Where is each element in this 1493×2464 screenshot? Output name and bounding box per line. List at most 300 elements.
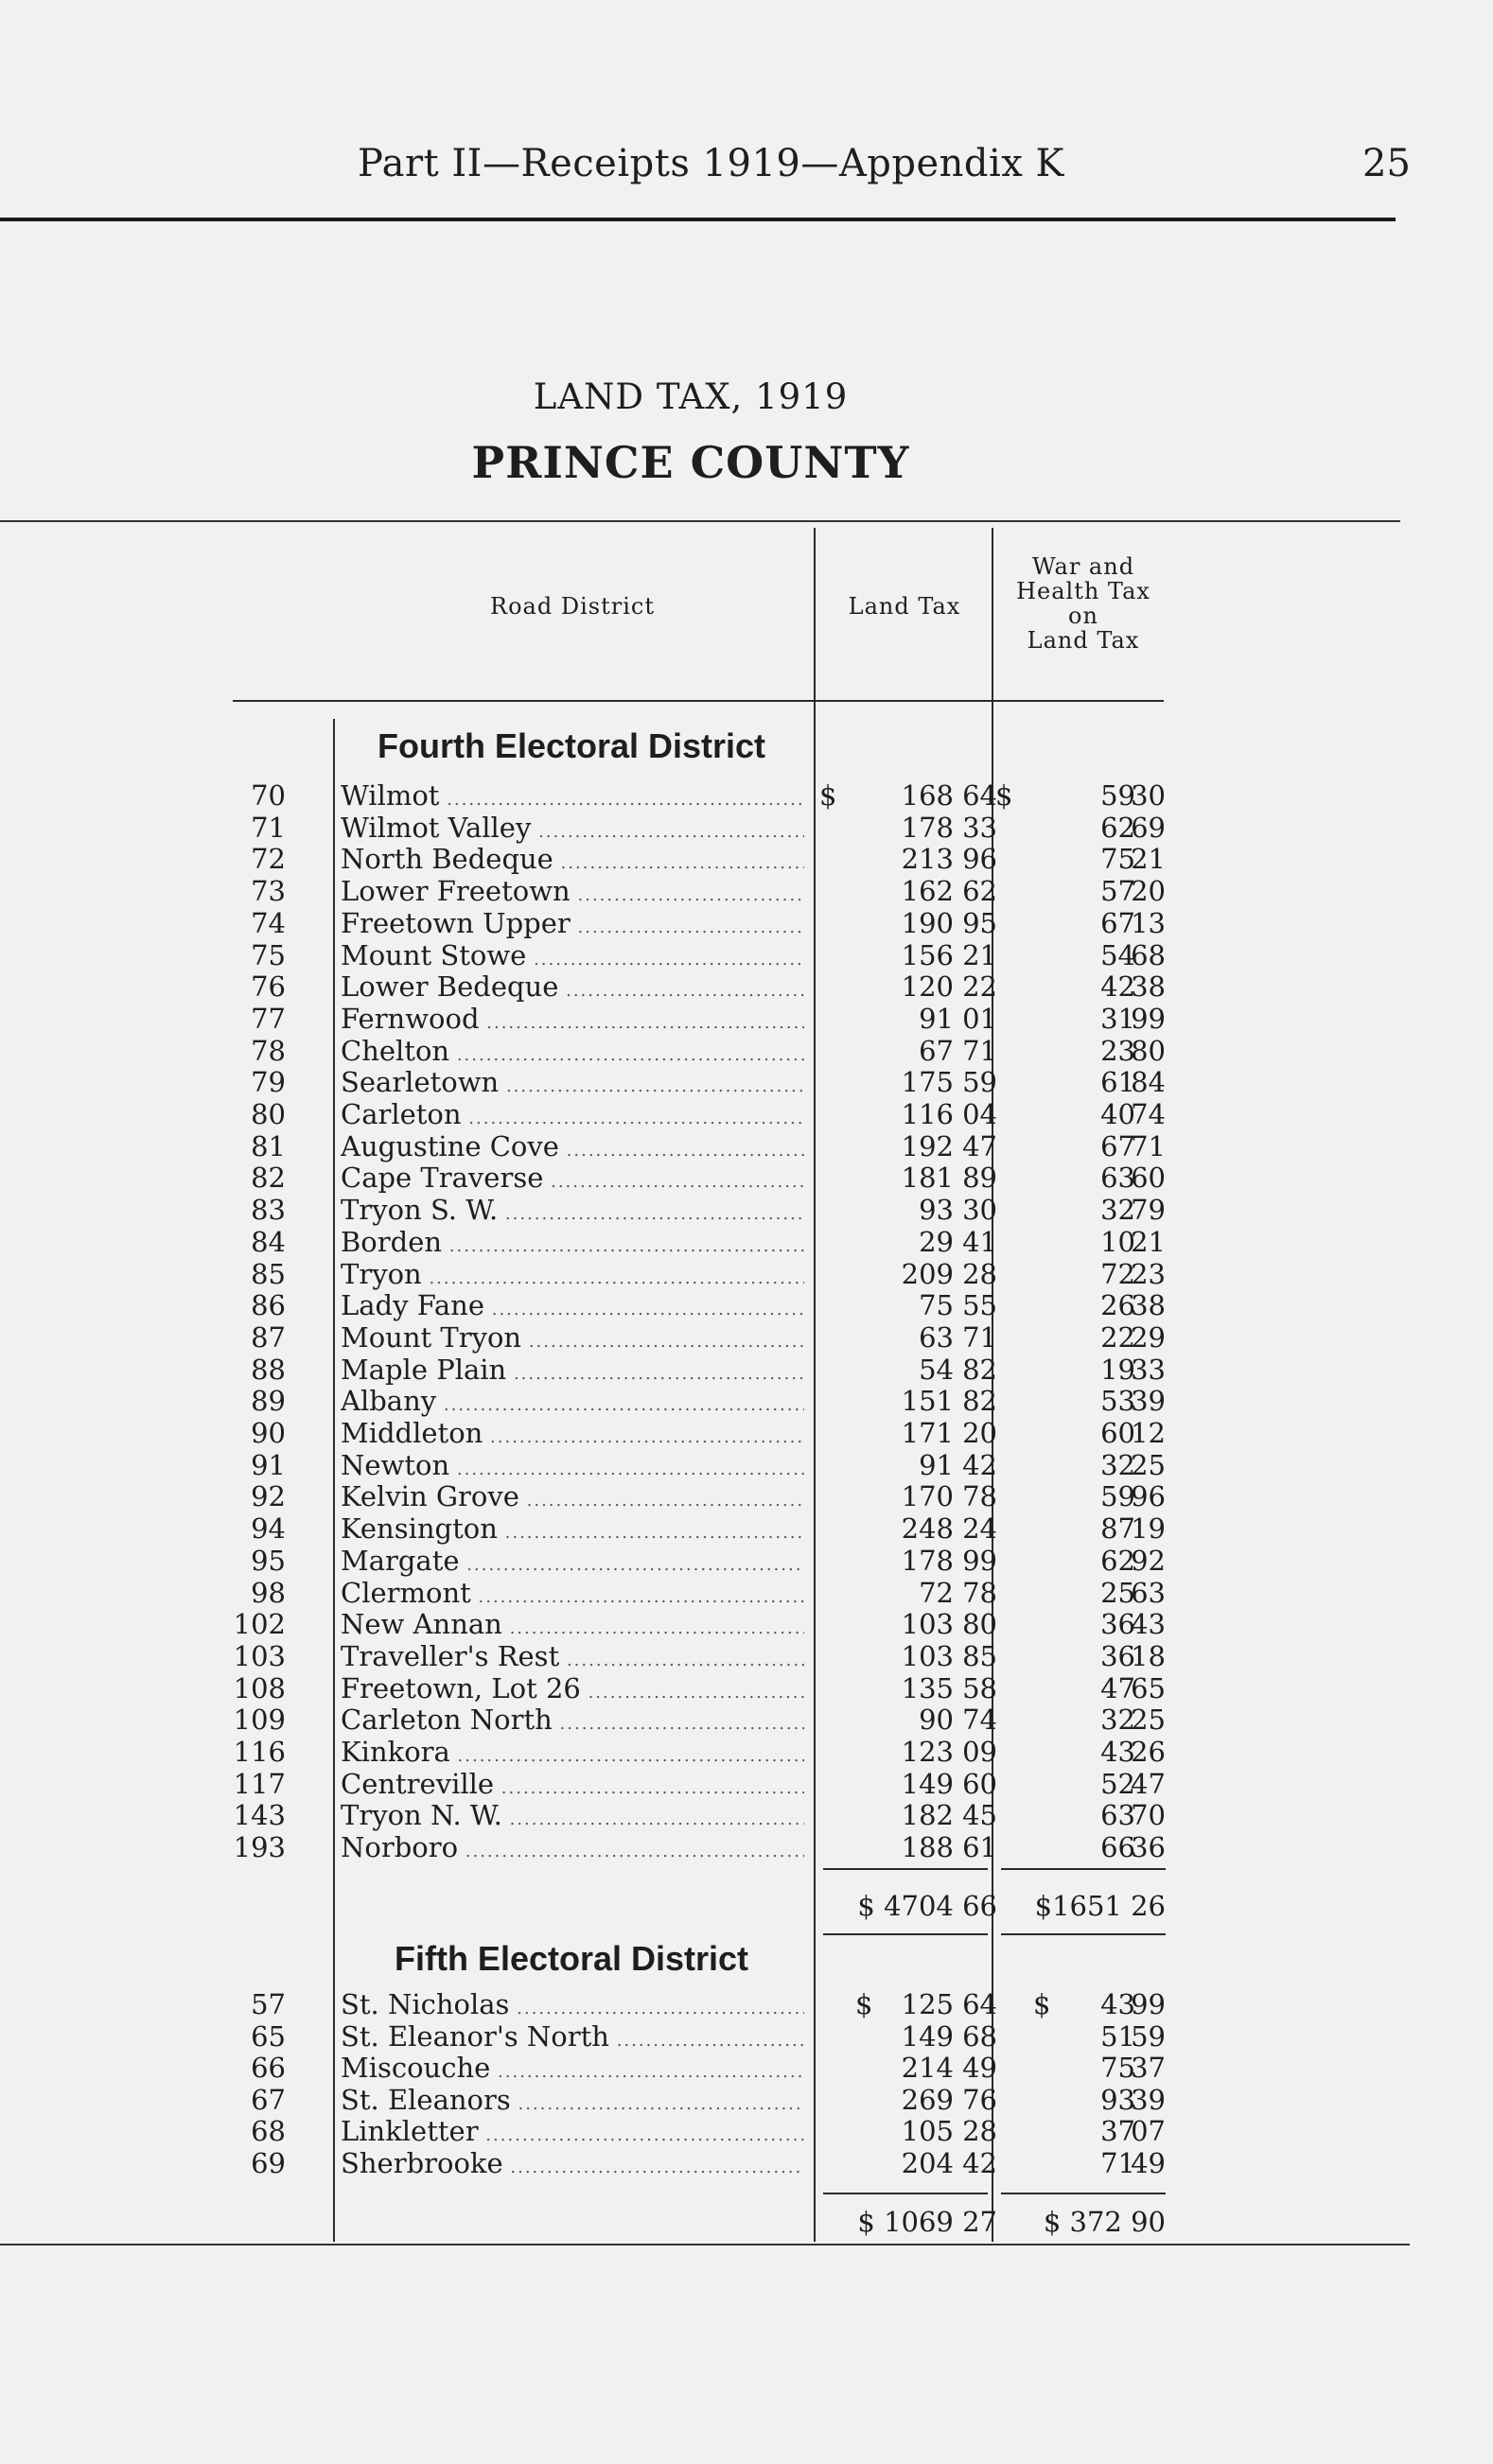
road-number: 143 (233, 1799, 286, 1832)
war-tax-cents: 26 (1131, 1736, 1166, 1768)
road-district-name: St. Eleanors ..... (341, 2084, 804, 2121)
district-heading: Fourth Electoral District (377, 726, 766, 765)
land-tax-dollars: 105 (901, 2115, 954, 2147)
land-tax-cents: 42 (962, 1448, 997, 1481)
war-tax-cents: 99 (1131, 1002, 1166, 1035)
road-number: 117 (233, 1767, 286, 1800)
road-district-name: Mount Tryon ..... (341, 1321, 804, 1358)
table-row (0, 1480, 1493, 1512)
land-tax-dollars: 103 (901, 1639, 954, 1672)
land-tax-dollars: 188 (901, 1831, 954, 1864)
land-tax-dollars: 123 (901, 1736, 954, 1768)
table-row (0, 1988, 1493, 2020)
road-district-name: Norboro ..... (341, 1831, 804, 1868)
war-tax-cents: 33 (1131, 1353, 1166, 1386)
war-tax-cents: 43 (1131, 1608, 1166, 1641)
war-tax-dollars: 71 (1100, 2146, 1135, 2179)
war-tax-cents: 74 (1131, 1098, 1166, 1130)
fifth-total-land-tax: $ 1069 27 (857, 2206, 997, 2238)
column-header-war-tax (993, 554, 1173, 653)
road-district-name: Lower Freetown ..... (341, 875, 804, 912)
land-tax-dollars: 209 (901, 1257, 954, 1290)
land-tax-dollars: 135 (901, 1671, 954, 1704)
war-tax-dollars: 51 (1100, 2019, 1135, 2053)
land-tax-cents: 82 (962, 1385, 997, 1418)
road-district-name: New Annan ..... (341, 1608, 804, 1645)
land-tax-cents: 47 (962, 1129, 997, 1162)
land-tax-dollars: 72 (919, 1576, 954, 1609)
road-district-name: Newton ..... (341, 1449, 804, 1486)
war-tax-cents: 59 (1131, 2019, 1166, 2053)
land-tax-dollars: 75 (919, 1289, 954, 1322)
land-tax-dollars: 91 (919, 1448, 954, 1481)
land-tax-cents: 64 (962, 1988, 997, 2020)
war-tax-dollars: 23 (1100, 1034, 1135, 1067)
road-district-name: Traveller's Rest ..... (341, 1640, 804, 1677)
road-district-name: Wilmot Valley ..... (341, 812, 804, 848)
road-district-name: Centreville ..... (341, 1768, 804, 1805)
road-number: 78 (251, 1034, 286, 1067)
road-district-name: Middleton ..... (341, 1417, 804, 1454)
district-heading: Fifth Electoral District (394, 1939, 749, 1978)
land-tax-dollars: 213 (901, 843, 954, 876)
table-row (0, 1704, 1493, 1736)
war-tax-cents: 68 (1131, 938, 1166, 971)
sum-rule (1001, 2193, 1166, 2194)
road-district-name: Linkletter ..... (341, 2115, 804, 2152)
road-number: 94 (251, 1512, 286, 1546)
table-row (0, 1130, 1493, 1162)
road-number: 102 (233, 1608, 286, 1641)
land-tax-cents: 68 (962, 2019, 997, 2053)
war-tax-cents: 37 (1131, 2052, 1166, 2084)
land-tax-dollars: 103 (901, 1608, 954, 1641)
road-number: 71 (251, 811, 286, 844)
road-district-name: Margate ..... (341, 1545, 804, 1582)
land-tax-dollars: 91 (919, 1002, 954, 1035)
road-number: 90 (251, 1417, 286, 1449)
war-tax-dollars: 26 (1100, 1289, 1135, 1322)
land-tax-dollars: 178 (901, 811, 954, 844)
table-row (0, 875, 1493, 907)
land-tax-dollars: 192 (901, 1129, 954, 1162)
road-number: 89 (251, 1385, 286, 1418)
war-tax-cents: 39 (1131, 2083, 1166, 2116)
land-tax-dollars: 67 (919, 1034, 954, 1067)
road-number: 87 (251, 1320, 286, 1354)
war-tax-dollars: 31 (1100, 1002, 1135, 1035)
road-number: 57 (251, 1988, 286, 2020)
war-tax-cents: 63 (1131, 1576, 1166, 1609)
road-number: 72 (251, 843, 286, 876)
sum-rule (1001, 1868, 1166, 1870)
war-tax-cents: 07 (1131, 2115, 1166, 2147)
war-tax-line: Land Tax (1027, 627, 1140, 654)
header-bottom-rule (233, 700, 1164, 702)
land-tax-cents: 96 (962, 843, 997, 876)
table-row (0, 1162, 1493, 1194)
war-tax-dollars: 32 (1100, 1194, 1135, 1227)
fifth-total-war-tax: $ 372 90 (1043, 2206, 1166, 2238)
land-tax-dollars: 175 (901, 1066, 954, 1099)
war-tax-dollars: 87 (1100, 1512, 1135, 1546)
table-row (0, 1194, 1493, 1226)
war-tax-dollars: 60 (1100, 1417, 1135, 1449)
war-tax-dollars: 25 (1100, 1576, 1135, 1609)
table-row (0, 1385, 1493, 1417)
road-district-name: Kinkora ..... (341, 1736, 804, 1773)
war-tax-dollars: 10 (1100, 1225, 1135, 1258)
land-tax-dollars: 63 (919, 1320, 954, 1354)
table-row (0, 1417, 1493, 1449)
land-tax-dollars: 125 (901, 1988, 954, 2020)
war-tax-dollars: 52 (1100, 1767, 1135, 1800)
road-number: 77 (251, 1002, 286, 1035)
road-district-name: Freetown Upper ..... (341, 907, 804, 944)
war-tax-cents: 70 (1131, 1799, 1166, 1832)
road-number: 103 (233, 1639, 286, 1672)
land-tax-cents: 80 (962, 1608, 997, 1641)
land-tax-cents: 74 (962, 1704, 997, 1737)
war-tax-cents: 25 (1131, 1448, 1166, 1481)
header-rule (0, 218, 1396, 221)
road-district-name: Tryon S. W. ..... (341, 1194, 804, 1231)
war-tax-dollars: 61 (1100, 1066, 1135, 1099)
currency-symbol: $ (819, 779, 837, 812)
land-tax-cents: 95 (962, 906, 997, 939)
road-district-name: Augustine Cove ..... (341, 1130, 804, 1167)
road-district-name: Carleton North ..... (341, 1704, 804, 1740)
column-header-land-tax: Land Tax (848, 593, 961, 620)
war-tax-cents: 18 (1131, 1639, 1166, 1672)
road-number: 92 (251, 1480, 286, 1513)
land-tax-cents: 99 (962, 1544, 997, 1577)
land-tax-cents: 58 (962, 1671, 997, 1704)
road-district-name: Maple Plain ..... (341, 1354, 804, 1390)
land-tax-cents: 78 (962, 1576, 997, 1609)
land-tax-cents: 71 (962, 1034, 997, 1067)
land-tax-cents: 85 (962, 1639, 997, 1672)
war-tax-dollars: 22 (1100, 1320, 1135, 1354)
road-district-name: Kensington ..... (341, 1512, 804, 1549)
road-number: 91 (251, 1448, 286, 1481)
sum-rule (1001, 1933, 1166, 1935)
land-tax-dollars: 248 (901, 1512, 954, 1546)
land-tax-cents: 33 (962, 811, 997, 844)
currency-symbol: $ (1033, 1988, 1051, 2020)
land-tax-dollars: 214 (901, 2052, 954, 2084)
war-tax-dollars: 75 (1100, 2052, 1135, 2084)
war-tax-dollars: 54 (1100, 938, 1135, 971)
war-tax-cents: 79 (1131, 1194, 1166, 1227)
land-tax-dollars: 93 (919, 1194, 954, 1227)
road-number: 109 (233, 1704, 286, 1737)
war-tax-dollars: 37 (1100, 2115, 1135, 2147)
war-tax-cents: 13 (1131, 906, 1166, 939)
table-row (0, 812, 1493, 844)
land-tax-cents: 09 (962, 1736, 997, 1768)
table-row (0, 1545, 1493, 1577)
war-tax-dollars: 62 (1100, 811, 1135, 844)
land-tax-cents: 41 (962, 1225, 997, 1258)
land-tax-cents: 01 (962, 1002, 997, 1035)
road-district-name: North Bedeque ..... (341, 843, 804, 880)
war-tax-dollars: 67 (1100, 1129, 1135, 1162)
war-tax-cents: 96 (1131, 1480, 1166, 1513)
land-tax-dollars: 29 (919, 1225, 954, 1258)
war-tax-cents: 36 (1131, 1831, 1166, 1864)
land-tax-dollars: 120 (901, 970, 954, 1004)
war-tax-dollars: 63 (1100, 1162, 1135, 1195)
land-tax-dollars: 54 (919, 1353, 954, 1386)
war-tax-cents: 30 (1131, 779, 1166, 812)
table-row (0, 1449, 1493, 1481)
road-number: 86 (251, 1289, 286, 1322)
road-district-name: Wilmot ..... (341, 779, 804, 816)
war-tax-cents: 69 (1131, 811, 1166, 844)
war-tax-cents: 25 (1131, 1704, 1166, 1737)
land-tax-cents: 24 (962, 1512, 997, 1546)
road-number: 73 (251, 875, 286, 908)
sum-rule (823, 1868, 988, 1870)
land-tax-dollars: 162 (901, 875, 954, 908)
war-tax-cents: 21 (1131, 843, 1166, 876)
land-tax-cents: 20 (962, 1417, 997, 1449)
currency-symbol: $ (995, 779, 1013, 812)
war-tax-dollars: 36 (1100, 1608, 1135, 1641)
road-number: 98 (251, 1576, 286, 1609)
war-tax-cents: 47 (1131, 1767, 1166, 1800)
page-number: 25 (1362, 142, 1411, 185)
land-tax-dollars: 116 (901, 1098, 954, 1130)
war-tax-cents: 19 (1131, 1512, 1166, 1546)
land-tax-cents: 42 (962, 2146, 997, 2179)
land-tax-cents: 30 (962, 1194, 997, 1227)
war-tax-dollars: 67 (1100, 906, 1135, 939)
road-district-name: Lady Fane ..... (341, 1289, 804, 1326)
war-tax-cents: 21 (1131, 1225, 1166, 1258)
table-row (0, 970, 1493, 1003)
war-tax-dollars: 75 (1100, 843, 1135, 876)
war-tax-line: Health Tax (1016, 578, 1150, 604)
land-tax-cents: 22 (962, 970, 997, 1004)
running-header: Part II—Receipts 1919—Appendix K (358, 142, 1064, 185)
column-header-road-district: Road District (490, 593, 655, 620)
table-row (0, 2052, 1493, 2084)
road-number: 85 (251, 1257, 286, 1290)
table-row (0, 1035, 1493, 1067)
road-district-name: St. Nicholas ..... (341, 1988, 804, 2025)
road-district-name: Cape Traverse ..... (341, 1162, 804, 1198)
table-row (0, 1354, 1493, 1386)
war-tax-dollars: 72 (1100, 1257, 1135, 1290)
war-tax-cents: 39 (1131, 1385, 1166, 1418)
table-row (0, 1577, 1493, 1609)
road-district-name: Searletown ..... (341, 1066, 804, 1103)
road-district-name: Kelvin Grove ..... (341, 1480, 804, 1517)
war-tax-cents: 12 (1131, 1417, 1166, 1449)
road-district-name: Carleton ..... (341, 1098, 804, 1135)
war-tax-cents: 20 (1131, 875, 1166, 908)
war-tax-dollars: 57 (1100, 875, 1135, 908)
sum-rule (823, 1933, 988, 1935)
road-number: 76 (251, 970, 286, 1004)
land-tax-cents: 04 (962, 1098, 997, 1130)
table-row (0, 1736, 1493, 1768)
war-tax-dollars: 66 (1100, 1831, 1135, 1864)
table-title: LAND TAX, 1919 (533, 376, 849, 417)
land-tax-dollars: 269 (901, 2083, 954, 2116)
war-tax-dollars: 59 (1100, 779, 1135, 812)
road-number: 95 (251, 1544, 286, 1577)
road-district-name: Clermont ..... (341, 1577, 804, 1614)
war-tax-cents: 65 (1131, 1671, 1166, 1704)
table-row (0, 2147, 1493, 2179)
war-tax-cents: 38 (1131, 970, 1166, 1004)
road-district-name: Tryon N. W. ..... (341, 1799, 804, 1836)
table-row (0, 1226, 1493, 1258)
table-bottom-rule (0, 2244, 1410, 2246)
land-tax-dollars: 149 (901, 2019, 954, 2053)
war-tax-dollars: 32 (1100, 1704, 1135, 1737)
land-tax-cents: 62 (962, 875, 997, 908)
table-row (0, 1640, 1493, 1672)
sum-rule (823, 2193, 988, 2194)
land-tax-dollars: 149 (901, 1767, 954, 1800)
table-row (0, 843, 1493, 875)
table-row (0, 1066, 1493, 1098)
road-district-name: Miscouche ..... (341, 2052, 804, 2088)
road-district-name: Borden ..... (341, 1226, 804, 1263)
war-tax-line: War and (1031, 553, 1135, 580)
land-tax-dollars: 190 (901, 906, 954, 939)
table-row (0, 1321, 1493, 1354)
land-tax-cents: 61 (962, 1831, 997, 1864)
table-row (0, 2020, 1493, 2053)
road-number: 79 (251, 1066, 286, 1099)
land-tax-dollars: 182 (901, 1799, 954, 1832)
road-district-name: St. Eleanor's North ..... (341, 2020, 804, 2057)
road-number: 70 (251, 779, 286, 812)
land-tax-dollars: 181 (901, 1162, 954, 1195)
road-number: 193 (233, 1831, 286, 1864)
table-row (0, 1608, 1493, 1640)
table-row (0, 907, 1493, 939)
table-row (0, 779, 1493, 812)
land-tax-cents: 21 (962, 938, 997, 971)
war-tax-dollars: 62 (1100, 1544, 1135, 1577)
land-tax-dollars: 178 (901, 1544, 954, 1577)
table-row (0, 1289, 1493, 1321)
land-tax-cents: 45 (962, 1799, 997, 1832)
road-number: 74 (251, 906, 286, 939)
land-tax-dollars: 171 (901, 1417, 954, 1449)
road-district-name: Fernwood ..... (341, 1003, 804, 1040)
war-tax-dollars: 59 (1100, 1480, 1135, 1513)
land-tax-cents: 55 (962, 1289, 997, 1322)
table-row (0, 1768, 1493, 1800)
table-row (0, 1831, 1493, 1863)
war-tax-dollars: 47 (1100, 1671, 1135, 1704)
road-district-name: Mount Stowe ..... (341, 939, 804, 976)
war-tax-dollars: 36 (1100, 1639, 1135, 1672)
land-tax-cents: 49 (962, 2052, 997, 2084)
table-row (0, 2084, 1493, 2116)
table-row (0, 1258, 1493, 1290)
table-row (0, 1799, 1493, 1831)
land-tax-cents: 89 (962, 1162, 997, 1195)
road-number: 116 (233, 1736, 286, 1768)
land-tax-dollars: 90 (919, 1704, 954, 1737)
currency-symbol: $ (855, 1988, 873, 2020)
land-tax-cents: 59 (962, 1066, 997, 1099)
war-tax-cents: 84 (1131, 1066, 1166, 1099)
fourth-total-land-tax: $ 4704 66 (857, 1890, 997, 1922)
war-tax-cents: 60 (1131, 1162, 1166, 1195)
table-row (0, 1098, 1493, 1130)
road-district-name: Freetown, Lot 26 ..... (341, 1672, 804, 1709)
road-number: 65 (251, 2019, 286, 2053)
war-tax-cents: 49 (1131, 2146, 1166, 2179)
fourth-total-war-tax: $1651 26 (1034, 1890, 1166, 1922)
table-row (0, 939, 1493, 971)
table-row (0, 1003, 1493, 1035)
war-tax-dollars: 93 (1100, 2083, 1135, 2116)
land-tax-cents: 28 (962, 2115, 997, 2147)
land-tax-cents: 82 (962, 1353, 997, 1386)
road-number: 75 (251, 938, 286, 971)
war-tax-dollars: 40 (1100, 1098, 1135, 1130)
table-row (0, 2115, 1493, 2147)
road-district-name: Chelton ..... (341, 1035, 804, 1072)
land-tax-cents: 71 (962, 1320, 997, 1354)
war-tax-cents: 92 (1131, 1544, 1166, 1577)
road-number: 66 (251, 2052, 286, 2084)
war-tax-dollars: 42 (1100, 970, 1135, 1004)
table-row (0, 1512, 1493, 1545)
land-tax-dollars: 151 (901, 1385, 954, 1418)
land-tax-dollars: 204 (901, 2146, 954, 2179)
war-tax-cents: 80 (1131, 1034, 1166, 1067)
land-tax-cents: 64 (962, 779, 997, 812)
road-number: 68 (251, 2115, 286, 2147)
war-tax-dollars: 63 (1100, 1799, 1135, 1832)
war-tax-cents: 71 (1131, 1129, 1166, 1162)
road-district-name: Tryon ..... (341, 1258, 804, 1295)
war-tax-cents: 38 (1131, 1289, 1166, 1322)
war-tax-dollars: 53 (1100, 1385, 1135, 1418)
war-tax-dollars: 43 (1100, 1736, 1135, 1768)
land-tax-cents: 28 (962, 1257, 997, 1290)
road-number: 88 (251, 1353, 286, 1386)
land-tax-dollars: 168 (901, 779, 954, 812)
table-row (0, 1672, 1493, 1704)
county-title: PRINCE COUNTY (471, 437, 910, 488)
war-tax-cents: 99 (1131, 1988, 1166, 2020)
road-number: 80 (251, 1098, 286, 1130)
road-number: 83 (251, 1194, 286, 1227)
war-tax-dollars: 32 (1100, 1448, 1135, 1481)
land-tax-dollars: 156 (901, 938, 954, 971)
land-tax-cents: 60 (962, 1767, 997, 1800)
war-tax-cents: 29 (1131, 1320, 1166, 1354)
war-tax-line: on (1068, 603, 1098, 629)
road-number: 82 (251, 1162, 286, 1195)
road-district-name: Sherbrooke ..... (341, 2147, 804, 2184)
road-number: 81 (251, 1129, 286, 1162)
war-tax-cents: 23 (1131, 1257, 1166, 1290)
land-tax-cents: 76 (962, 2083, 997, 2116)
